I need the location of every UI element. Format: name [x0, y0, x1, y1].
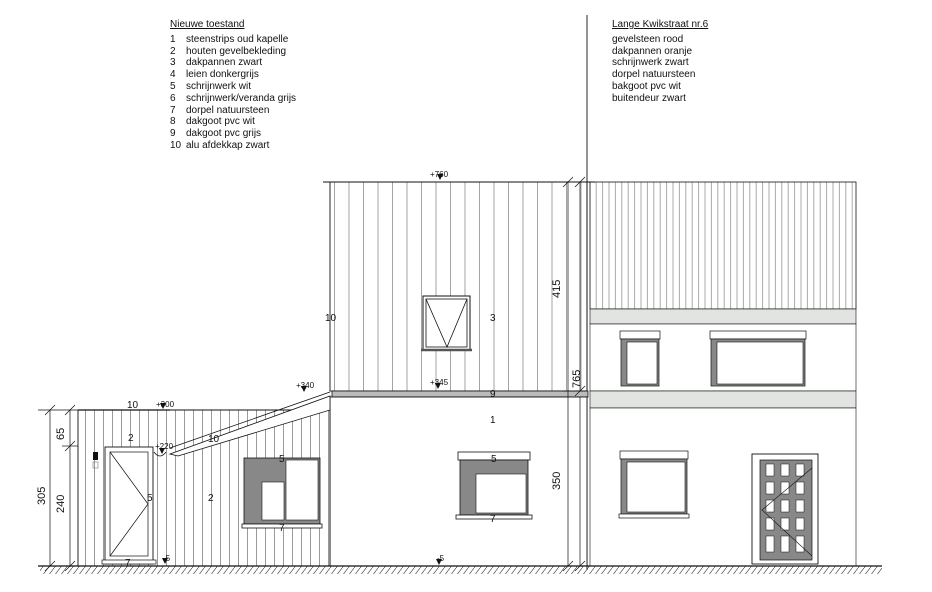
- tag-annex-trim: 10: [127, 400, 139, 411]
- legend-new-item-text: leien donkergrijs: [186, 69, 259, 81]
- legend-new-item-text: alu afdekkap zwart: [186, 139, 270, 151]
- legend-old-title: Lange Kwikstraat nr.6: [612, 19, 709, 30]
- tag-door-sill: 7: [125, 558, 131, 569]
- level-ground-left: -5: [163, 554, 171, 563]
- legend-new-item-number: 7: [170, 104, 176, 116]
- gutter: [332, 391, 588, 397]
- level-roof-start: +340: [296, 381, 315, 390]
- legend-new-item-text: houten gevelbekleding: [186, 45, 287, 57]
- roof-cladding: [330, 182, 587, 391]
- tag-gutter: 9: [490, 389, 496, 400]
- dim-wall-height: 350: [551, 471, 563, 490]
- legend-old-item: schrijnwerk zwart: [612, 57, 689, 69]
- legend-new-item-number: 6: [170, 92, 176, 104]
- level-gutter: +345: [430, 378, 449, 387]
- dim-annex-lower: 240: [55, 494, 67, 513]
- legend-new-item-number: 9: [170, 128, 176, 140]
- ground-hatch: [40, 566, 882, 574]
- tag-roof: 3: [490, 313, 496, 324]
- existing-roof: [590, 182, 856, 309]
- level-top: +760: [430, 170, 449, 179]
- existing-upper-window-right: [710, 331, 806, 386]
- annex-window: [242, 458, 322, 528]
- tag-main-window-frame: 5: [491, 454, 497, 465]
- tag-sloped-trim: 10: [208, 434, 220, 445]
- level-canopy: +220: [155, 442, 174, 451]
- legend-new-item-text: dakgoot pvc grijs: [186, 128, 262, 140]
- roof-window: [421, 296, 472, 350]
- legend-new-item-number: 4: [170, 69, 176, 81]
- level-ground-right: -5: [437, 554, 445, 563]
- tag-annex-cladding-top: 2: [128, 433, 134, 444]
- tag-window-sill: 7: [279, 523, 285, 534]
- legend-new-item-number: 8: [170, 116, 176, 128]
- tag-annex-cladding: 2: [208, 493, 214, 504]
- tag-main-window-sill: 7: [490, 514, 496, 525]
- legend-new-item-number: 5: [170, 80, 176, 92]
- tag-facade: 1: [490, 415, 496, 426]
- legend-old-item: dorpel natuursteen: [612, 69, 696, 81]
- dim-roof-height: 415: [551, 279, 563, 298]
- existing-upper-window-left: [620, 331, 660, 386]
- legend-new-item-number: 3: [170, 57, 176, 69]
- tag-roof-trim: 10: [325, 313, 337, 324]
- legend-new-item-text: schrijnwerk/veranda grijs: [186, 92, 297, 104]
- dim-annex-total: 305: [36, 486, 48, 505]
- legend-new-item-number: 2: [170, 45, 176, 57]
- legend-new-item-text: schrijnwerk wit: [186, 80, 252, 92]
- legend-old-item: dakpannen oranje: [612, 45, 693, 57]
- main-facade-wall: [330, 397, 587, 566]
- level-annex-top: +300: [156, 400, 175, 409]
- legend-old-item: buitendeur zwart: [612, 92, 686, 104]
- legend-new-item-text: steenstrips oud kapelle: [186, 33, 289, 45]
- legend-new-item-text: dakpannen zwart: [186, 57, 263, 69]
- dim-annex-upper: 65: [55, 427, 67, 440]
- tag-window-frame: 5: [279, 454, 285, 465]
- legend-new-item-number: 1: [170, 33, 176, 45]
- tag-door-frame: 5: [147, 493, 153, 504]
- legend-new-item-text: dorpel natuursteen: [186, 104, 270, 116]
- legend-new-item-text: dakgoot pvc wit: [186, 116, 255, 128]
- existing-cornice: [590, 309, 856, 324]
- existing-band: [590, 391, 856, 408]
- dim-total-height: 765: [571, 369, 583, 388]
- legend-new-item-number: 10: [170, 139, 182, 151]
- legend-old-item: bakgoot pvc wit: [612, 80, 681, 92]
- existing-ground-window: [619, 451, 689, 518]
- legend-new-title: Nieuwe toestand: [170, 19, 245, 30]
- legend-old-item: gevelsteen rood: [612, 33, 684, 45]
- existing-front-door: [752, 454, 818, 564]
